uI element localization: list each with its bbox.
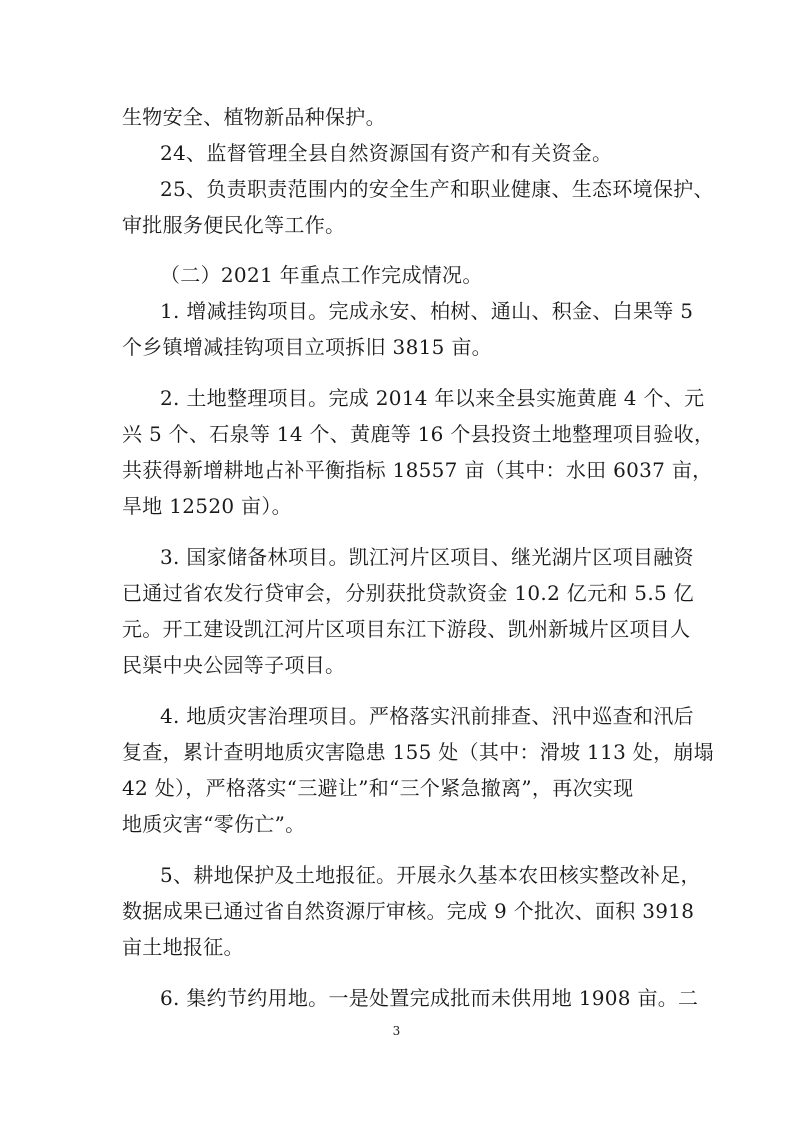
text-line: 25、负责职责范围内的安全生产和职业健康、生态环境保护、 [160, 177, 714, 201]
text-line: 1. 增减挂钩项目。完成永安、柏树、通山、积金、白果等 5 [160, 299, 694, 323]
text-line: 6. 集约节约用地。一是处置完成批而未供用地 1908 亩。二 [160, 986, 699, 1010]
text-line: 地质灾害“零伤亡”。 [122, 812, 306, 836]
text-line: 共获得新增耕地占补平衡指标 18557 亩（其中：水田 6037 亩， [122, 458, 713, 482]
page-number: 3 [392, 1024, 401, 1038]
text-line: 亩土地报征。 [122, 935, 244, 959]
text-line: 兴 5 个、石泉等 14 个、黄鹿等 16 个县投资土地整理项目验收， [122, 422, 715, 446]
text-line: 元。开工建设凯江河片区项目东江下游段、凯州新城片区项目人 [122, 617, 691, 641]
text-line: 审批服务便民化等工作。 [122, 213, 346, 237]
text-line: 4. 地质灾害治理项目。严格落实汛前排查、汛中巡查和汛后 [160, 704, 694, 728]
text-line: 5、耕地保护及土地报征。开展永久基本农田核实整改补足， [160, 863, 701, 887]
text-line: 生物安全、植物新品种保护。 [122, 105, 386, 129]
text-line: 旱地 12520 亩）。 [122, 494, 292, 518]
text-line: 已通过省农发行贷审会，分别获批贷款资金 10.2 亿元和 5.5 亿 [122, 581, 694, 605]
text-line: 2. 土地整理项目。完成 2014 年以来全县实施黄鹿 4 个、元 [160, 386, 705, 410]
text-line: 3. 国家储备林项目。凯江河片区项目、继光湖片区项目融资 [160, 545, 694, 569]
text-line: 民渠中央公园等子项目。 [122, 653, 346, 677]
text-line: 复查，累计查明地质灾害隐患 155 处（其中：滑坡 113 处，崩塌 [122, 740, 714, 764]
text-line: 42 处），严格落实“三避让”和“三个紧急撤离”，再次实现 [122, 776, 634, 800]
text-line: 24、监督管理全县自然资源国有资产和有关资金。 [160, 141, 613, 165]
section-heading: （二）2021 年重点工作完成情况。 [160, 263, 483, 287]
text-line: 数据成果已通过省自然资源厅审核。完成 9 个批次、面积 3918 [122, 899, 695, 923]
text-line: 个乡镇增减挂钩项目立项拆旧 3815 亩。 [122, 335, 492, 359]
